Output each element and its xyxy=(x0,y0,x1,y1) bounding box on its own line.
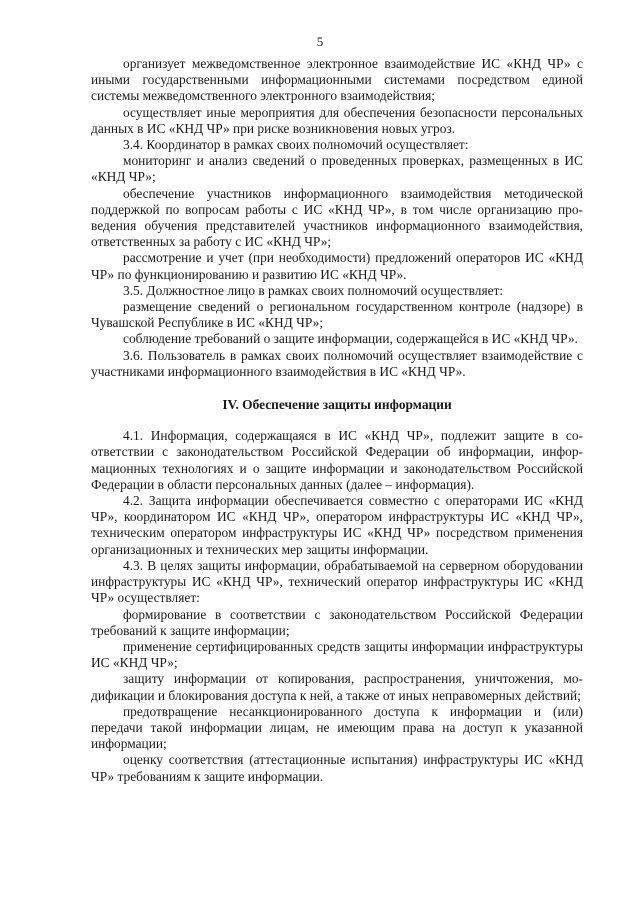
paragraph: 3.6. Пользователь в рамках своих полномочий осуществляет взаимодействие с участниками информационного взаимодействия в ИС «КНД ЧР». xyxy=(91,347,583,379)
section-heading: IV. Обеспечение защиты информации xyxy=(222,397,452,413)
page-number: 5 xyxy=(316,34,324,49)
paragraph: оценку соответствия (аттестационные испытания) инфраструктуры ИС «КНД ЧР» требованиям к защите информации. xyxy=(91,752,583,784)
paragraph: 3.5. Должностное лицо в рамках своих полномочий осуществляет: xyxy=(123,282,504,298)
paragraph: соблюдение требований о защите информации, содержащейся в ИС «КНД ЧР». xyxy=(123,331,578,347)
paragraph: организует межведомственное электронное взаимодействие ИС «КНД ЧР» с иными государственными информационными системами посредством единой системы межведомственного электронного взаимодействия; xyxy=(91,56,583,104)
document-body xyxy=(91,56,583,785)
paragraph: обеспечение участников информационного взаимодействия методической поддержкой по вопросам работы с ИС «КНД ЧР», в том числе организацию проведения обучения представителей участников информационного взаимодействия, ответственных за работу с ИС «КНД ЧР»; xyxy=(91,185,583,250)
paragraph: защиту информации от копирования, распространения, уничтожения, модификации и блокирования доступа к ней, а также от иных неправомерных действий; xyxy=(91,671,583,703)
paragraph: осуществляет иные мероприятия для обеспечения безопасности персональных данных в ИС «КНД ЧР» при риске возникновения новых угроз. xyxy=(91,104,583,136)
paragraph: 4.2. Защита информации обеспечивается совместно с операторами ИС «КНД ЧР», координатором ИС «КНД ЧР», оператором инфраструктуры ИС «КНД ЧР», техническим оператором инфраструктуры ИС «КНД ЧР» посредством применения организационных и технических мер защиты информации. xyxy=(91,493,583,557)
paragraph: 3.4. Координатор в рамках своих полномочий осуществляет: xyxy=(123,137,469,153)
paragraph: формирование в соответствии с законодательством Российской Федерации требований к защите информации; xyxy=(91,606,583,638)
paragraph: 4.3. В целях защиты информации, обрабатываемой на серверном оборудовании инфраструктуры ИС «КНД ЧР», технический оператор инфраструктуры ИС «КНД ЧР» осуществляет: xyxy=(91,557,583,606)
paragraph: рассмотрение и учет (при необходимости) предложений операторов ИС «КНД ЧР» по функционированию и развитию ИС «КНД ЧР». xyxy=(91,250,583,282)
paragraph: 4.1. Информация, содержащаяся в ИС «КНД ЧР», подлежит защите в соответствии с законодательством Российской Федерации об информации, информационных технологиях и о защите информации и законодательством Российской Федерации в области персональных данных (далее – информация). xyxy=(91,428,583,492)
paragraph: применение сертифицированных средств защиты информации инфраструктуры ИС «КНД ЧР»; xyxy=(91,638,583,671)
paragraph: мониторинг и анализ сведений о проведенных проверках, размещенных в ИС «КНД ЧР»; xyxy=(91,153,583,185)
paragraph: предотвращение несанкционированного доступа к информации и (или) передачи такой информации лицам, не имеющим права на доступ к указанной информации; xyxy=(91,703,583,752)
paragraph: размещение сведений о региональном государственном контроле (надзоре) в Чувашской Республике в ИС «КНД ЧР»; xyxy=(91,299,583,331)
